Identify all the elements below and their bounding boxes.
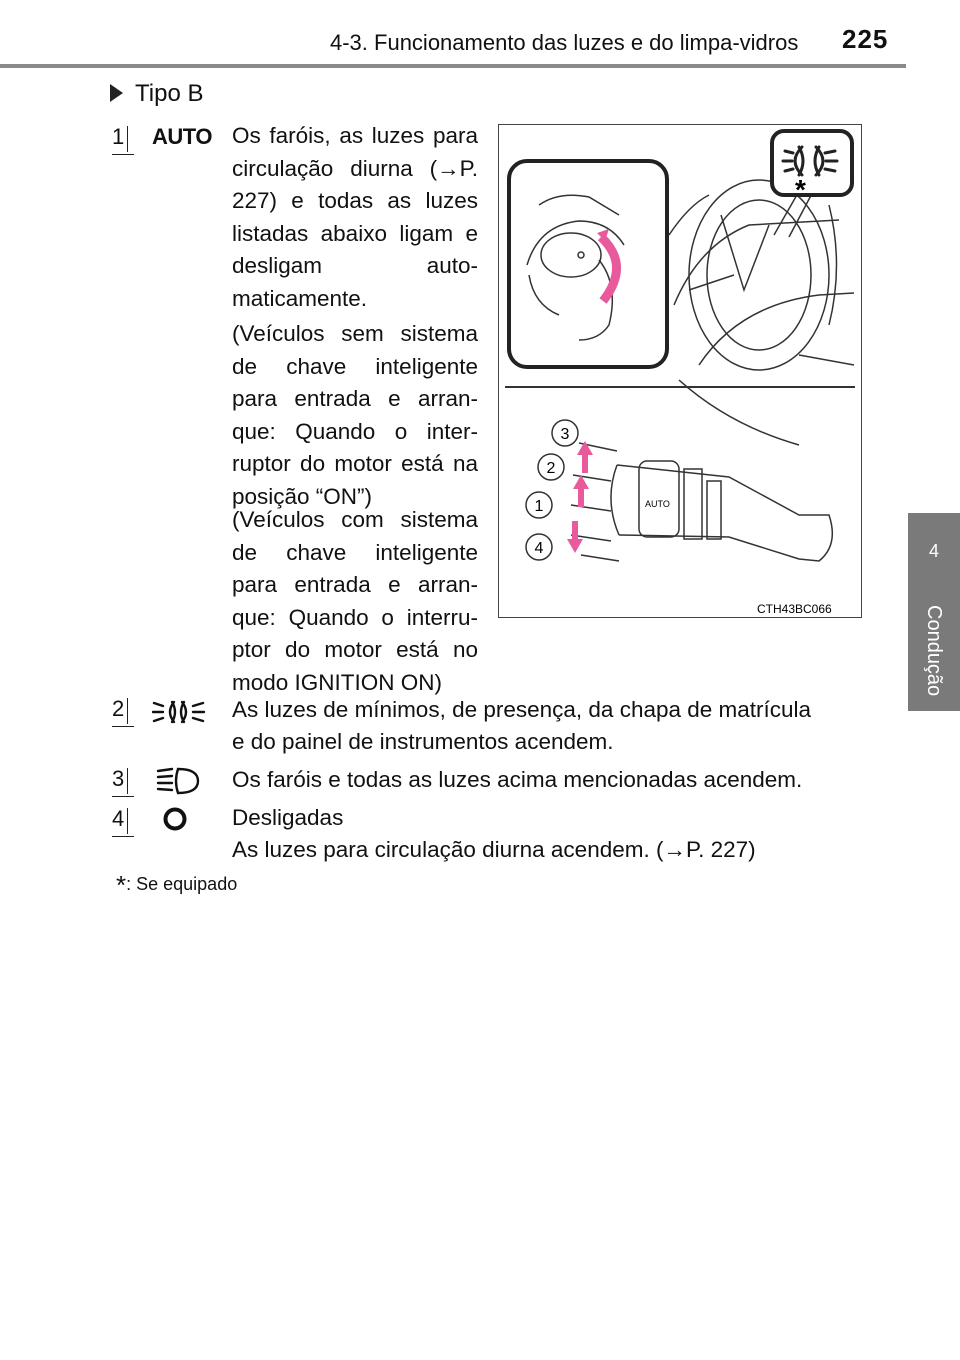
triangle-bullet-icon bbox=[110, 84, 123, 102]
item-3-text: Os faróis e todas as luzes acima mencionadas acendem. bbox=[232, 767, 803, 792]
type-label: Tipo B bbox=[135, 80, 204, 107]
item-2-text: As luzes de mínimos, de presença, da chapa de matrícula e do painel de instrumentos acendem. bbox=[232, 697, 812, 754]
item-number: 2 bbox=[112, 696, 124, 722]
item-number: 3 bbox=[112, 766, 124, 792]
item-1-paragraph-1: Os faróis, as luzes para circulação diurna (→P. 227) e todas as luzes listadas abaixo ligam e desligam auto-maticamente. bbox=[232, 123, 478, 311]
light-switch-figure bbox=[498, 124, 862, 618]
callout-4: 4 bbox=[534, 540, 544, 557]
callout-1: 1 bbox=[534, 498, 544, 515]
callout-2: 2 bbox=[546, 460, 556, 477]
header-rule bbox=[0, 64, 906, 68]
chapter-number: 4 bbox=[928, 541, 939, 561]
item-number: 1 bbox=[112, 124, 124, 150]
item-1-paragraph-3: (Veículos com sistema de chave inteligente para entrada e arran-que: Quando o interru-ptor do motor está no modo IGNITION ON) bbox=[232, 507, 478, 695]
type-heading bbox=[110, 80, 203, 108]
item-4-text: Desligadas As luzes para circulação diurna acendem. (→P. 227) bbox=[232, 805, 756, 862]
callout-3: 3 bbox=[560, 426, 570, 443]
headlight-icon bbox=[156, 766, 200, 796]
item-1-paragraph-2: (Veículos sem sistema de chave inteligente para entrada e arran-que: Quando o inter-ruptor do motor está na posição “ON”) bbox=[232, 321, 478, 509]
parking-lights-icon bbox=[152, 698, 206, 726]
auto-text-icon: AUTO bbox=[152, 124, 212, 149]
chapter-title: Condução bbox=[923, 605, 945, 697]
item-number: 4 bbox=[112, 806, 124, 832]
off-circle-icon bbox=[162, 806, 188, 832]
section-title: 4-3. Funcionamento das luzes e do limpa-vidros bbox=[330, 30, 799, 55]
page-number: 225 bbox=[842, 24, 889, 54]
footnote: *: Se equipado bbox=[116, 870, 238, 900]
figure-code: CTH43BC066 bbox=[757, 602, 832, 616]
figure-star: * bbox=[795, 174, 806, 205]
switch-auto-label: AUTO bbox=[645, 499, 670, 509]
chapter-tab bbox=[908, 513, 960, 711]
